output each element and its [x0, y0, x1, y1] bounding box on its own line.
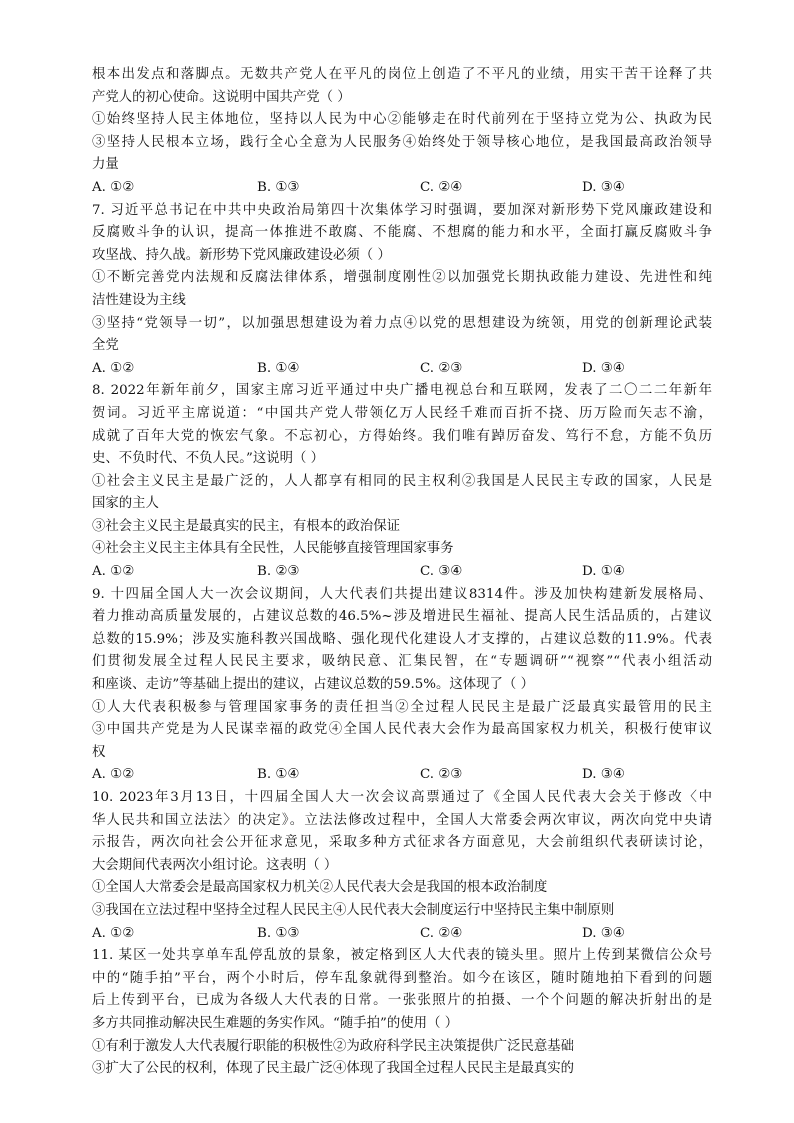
answer-choice-b[interactable]: B. ①④: [257, 767, 300, 783]
q9-option-line: 权: [92, 744, 106, 760]
q9-option-line: ③中国共产党是为人民谋幸福的政党④全国人民代表大会作为最高国家权力机关，积极行使审议: [92, 722, 712, 738]
q8-line: 史、不负时代、不负人民。”这说明（ ）: [92, 451, 325, 467]
q7-option-line: 全党: [92, 338, 119, 354]
q11-line: 11. 某区一处共享单车乱停乱放的景象，被定格到区人大代表的镜头里。照片上传到某微信公众号: [92, 948, 712, 964]
answer-choice-c[interactable]: C. ③④: [420, 564, 463, 580]
q10-line: 华人民共和国立法法〉的决定》。立法法修改过程中，全国人大常委会两次审议，两次向党中央请: [92, 812, 712, 828]
q8-answer-choices: [92, 561, 712, 584]
answer-choice-a[interactable]: A. ①②: [92, 179, 135, 195]
question-7: [92, 200, 712, 381]
answer-choice-a[interactable]: A. ①②: [92, 360, 135, 376]
answer-choice-b[interactable]: B. ①④: [257, 360, 300, 376]
q10-option-line: ③我国在立法过程中坚持全过程人民民主④人民代表大会制度运行中坚持民主集中制原则: [92, 902, 615, 918]
q9-line: 9. 十四届全国人大一次会议期间，人大代表们共提出建议8314件。涉及加快构建新发展格局、: [92, 586, 712, 602]
q8-option-line: ③社会主义民主是最真实的民主，有根本的政治保证: [92, 518, 400, 534]
q8-option-line: ④社会主义民主主体具有全民性，人民能够直接管理国家事务: [92, 541, 454, 557]
q10-answer-choices: [92, 923, 712, 946]
q9-option-line: ①人大代表积极参与管理国家事务的责任担当②全过程人民民主是最广泛最真实最管用的民主: [92, 699, 712, 715]
answer-choice-b[interactable]: B. ①③: [257, 925, 300, 941]
answer-choice-c[interactable]: C. ②③: [420, 767, 463, 783]
question-9: [92, 584, 712, 787]
q6-line: 根本出发点和落脚点。无数共产党人在平凡的岗位上创造了不平凡的业绩，用实干苦干诠释了共: [92, 67, 712, 82]
answer-choice-d[interactable]: D. ①④: [582, 564, 625, 580]
q10-option-line: ①全国人大常委会是最高国家权力机关②人民代表大会是我国的根本政治制度: [92, 880, 548, 896]
question-6: [92, 64, 712, 200]
answer-choice-a[interactable]: A. ①②: [92, 925, 135, 941]
answer-choice-d[interactable]: D. ③④: [582, 179, 625, 195]
answer-choice-d[interactable]: D. ③④: [582, 767, 625, 783]
question-8: [92, 380, 712, 583]
q6-option-line: ③坚持人民根本立场，践行全心全意为人民服务④始终处于领导核心地位，是我国最高政治领导: [92, 134, 712, 150]
q6-option-line: 力量: [92, 157, 119, 173]
q10-line: 大会期间代表两次小组讨论。这表明（ ）: [92, 857, 338, 873]
q11-line: 多方共同推动解决民生难题的务实作风。“随手拍”的使用（ ）: [92, 1015, 459, 1031]
q11-line: 后上传到平台，已成为各级人大代表的日常。一张张照片的拍摄、一个个问题的解决折射出的是: [92, 993, 712, 1009]
q9-line: 们贯彻发展全过程人民民主要求，吸纳民意、汇集民智，在“专题调研”“视察”“代表小组活动: [92, 654, 712, 670]
answer-choice-c[interactable]: C. ②④: [420, 925, 463, 941]
q7-option-line: ③坚持“党领导一切”，以加强思想建设为着力点④以党的思想建设为统领，用党的创新理论武装: [92, 315, 712, 331]
q8-line: 贺词。习近平主席说道：“中国共产党人带领亿万人民经千难而百折不挠、历万险而矢志不渝，: [92, 405, 712, 421]
q9-answer-choices: [92, 764, 712, 787]
q6-option-line: ①始终坚持人民主体地位，坚持以人民为中心②能够走在时代前列在于坚持立党为公、执政为民: [92, 112, 712, 128]
q10-line: 10. 2023年3月13日，十四届全国人大一次会议高票通过了《全国人民代表大会关于修改〈中: [92, 790, 712, 805]
q9-line: 着力推动高质量发展的，占建议总数的46.5%~涉及增进民生福祉、提高人民生活品质的，占建议: [92, 609, 712, 625]
answer-choice-d[interactable]: D. ③④: [582, 360, 625, 376]
q7-answer-choices: [92, 358, 712, 381]
answer-choice-a[interactable]: A. ①②: [92, 564, 135, 580]
q9-line: 总数的15.9%；涉及实施科教兴国战略、强化现代化建设人才支撑的，占建议总数的11.9%。代表: [92, 631, 712, 647]
q8-option-line: ①社会主义民主是最广泛的，人人都享有相同的民主权利②我国是人民民主专政的国家，人民是: [92, 473, 712, 489]
answer-choice-c[interactable]: C. ②③: [420, 360, 463, 376]
answer-choice-d[interactable]: D. ③④: [582, 925, 625, 941]
q10-line: 示报告，两次向社会公开征求意见，采取多种方式征求各方面意见，大会前组织代表研读讨论，: [92, 835, 712, 851]
answer-choice-c[interactable]: C. ②④: [420, 179, 463, 195]
q7-option-line: 洁性建设为主线: [92, 292, 186, 308]
q8-option-line: 国家的主人: [92, 496, 159, 512]
answer-choice-b[interactable]: B. ①③: [257, 179, 300, 195]
exam-page: [92, 64, 712, 1081]
answer-choice-b[interactable]: B. ②③: [257, 564, 300, 580]
q8-line: 8. 2022年新年前夕，国家主席习近平通过中央广播电视总台和互联网，发表了二〇二二年新年: [92, 383, 712, 399]
q9-line: 和座谈、走访”等基础上提出的建议，占建议总数的59.5%。这体现了（ ）: [92, 677, 534, 693]
question-11: [92, 945, 712, 1081]
question-10: [92, 787, 712, 945]
q7-line: 反腐败斗争的认识，提高一体推进不敢腐、不能腐、不想腐的能力和水平，全面打赢反腐败斗争: [92, 225, 712, 241]
q8-line: 成就了百年大党的恢宏气象。不忘初心，方得始终。我们唯有踔厉奋发、笃行不怠，方能不负历: [92, 428, 712, 444]
q11-option-line: ③扩大了公民的权利，体现了民主最广泛④体现了我国全过程人民民主是最真实的: [92, 1061, 575, 1077]
q6-answer-choices: [92, 177, 712, 200]
q7-line: 7. 习近平总书记在中共中央政治局第四十次集体学习时强调，要加深对新形势下党风廉政建设和: [92, 202, 712, 218]
q11-option-line: ①有利于激发人大代表履行职能的积极性②为政府科学民主决策提供广泛民意基础: [92, 1038, 575, 1054]
answer-choice-a[interactable]: A. ①②: [92, 767, 135, 783]
q6-line: 产党人的初心使命。这说明中国共产党（ ）: [92, 89, 351, 105]
q11-line: 中的“随手拍”平台，两个小时后，停车乱象就得到整治。如今在该区，随时随地拍下看到的问题: [92, 970, 712, 986]
q7-option-line: ①不断完善党内法规和反腐法律体系，增强制度刚性②以加强党长期执政能力建设、先进性和纯: [92, 270, 712, 286]
q7-line: 攻坚战、持久战。新形势下党风廉政建设必须（ ）: [92, 247, 391, 263]
